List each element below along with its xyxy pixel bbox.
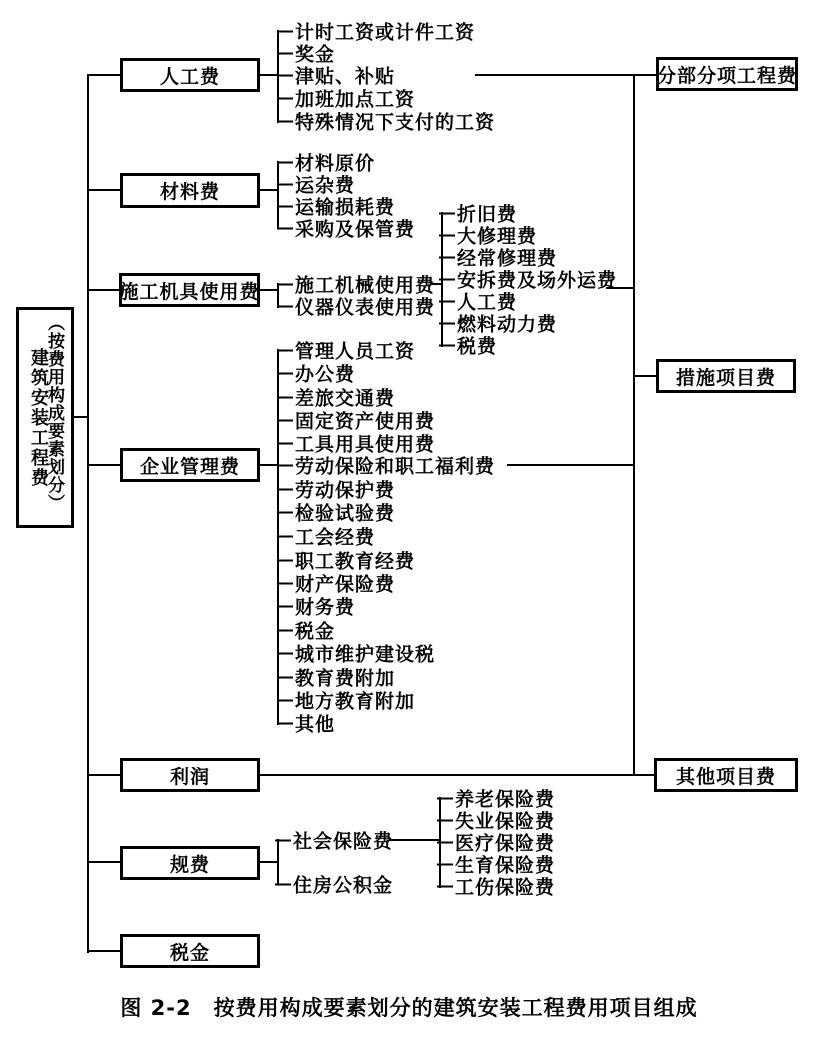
leaf-item: 税金 [295,617,335,644]
bracket-connector-line [260,289,278,291]
leaf-item: 施工机械使用费 [295,271,435,298]
right-trunk-line [633,74,635,776]
bracket-line-fees [277,839,279,885]
leaf-item: 差旅交通费 [295,384,395,411]
category-box-labor [120,58,260,92]
root-title: 建筑安装工程费 [28,347,49,488]
leaf-item: 医疗保险费 [455,829,555,856]
leaf-item: 经常修理费 [457,244,557,271]
leaf-item: 住房公积金 [293,871,393,898]
category-box-tax [120,934,260,968]
branch-line-material [87,189,120,191]
category-label: 利润 [169,765,210,788]
leaf-item: 工具用具使用费 [295,430,435,457]
leaf-item: 地方教育附加 [295,687,415,714]
leaf-item: 特殊情况下支付的工资 [295,108,495,135]
leaf-item: 教育费附加 [295,664,395,691]
category-box-machinery [119,273,260,307]
bracket-connector-line [260,861,278,863]
leaf-item: 养老保险费 [455,785,555,812]
category-box-management [120,448,260,482]
category-label: 税金 [169,941,210,964]
right-box-label: 措施项目费 [675,366,776,389]
right-box-label: 其他项目费 [675,765,776,788]
leaf-item: 城市维护建设税 [295,640,435,667]
category-label: 企业管理费 [139,455,240,478]
branch-line-management [87,464,120,466]
right-box-measures [656,359,796,393]
leaf-item: 劳动保护费 [295,476,395,503]
figure-caption: 图 2-2 按费用构成要素划分的建筑安装工程费用项目组成 [120,996,698,1020]
root-subtitle: （按费用构成要素划分） [44,314,64,512]
line-profit-to-other [260,774,654,776]
leaf-item: 财务费 [295,593,355,620]
branch-line-machinery [87,289,120,291]
leaf-item: 仪器仪表使用费 [295,293,435,320]
leaf-item: 办公费 [295,360,355,387]
leaf-item: 社会保险费 [293,827,393,854]
leaf-item: 管理人员工资 [295,337,415,364]
line-management-to-trunk [507,464,635,466]
bracket-connector-line [260,189,278,191]
leaf-item: 津贴、补贴 [295,62,395,89]
bracket-line-management [277,349,279,725]
leaf-item: 大修理费 [457,222,537,249]
bracket-connector-line [260,74,278,76]
category-box-profit [120,758,260,792]
leaf-item: 燃料动力费 [457,310,557,337]
category-label: 施工机具使用费 [119,280,260,303]
bracket-line-material [277,161,279,229]
leaf-item: 人工费 [457,288,517,315]
leaf-item: 职工教育经费 [295,547,415,574]
bracket-line-labor [277,30,279,123]
leaf-item: 检验试验费 [295,499,395,526]
right-box-label: 分部分项工程费 [657,64,798,87]
leaf-item: 运杂费 [295,171,355,198]
leaf-item: 工伤保险费 [455,873,555,900]
branch-line-profit [87,774,120,776]
category-box-material [120,173,260,208]
leaf-item: 固定资产使用费 [295,407,435,434]
branch-line-fees [87,861,120,863]
leaf-item: 财产保险费 [295,570,395,597]
leaf-item: 失业保险费 [455,807,555,834]
leaf-item: 材料原价 [295,149,375,176]
leaf-item: 折旧费 [457,200,517,227]
leaf-item: 采购及保管费 [295,215,415,242]
line-to-measures [635,375,656,377]
root-connector-line [74,416,88,418]
left-trunk-line [87,74,89,953]
leaf-item: 其他 [295,710,335,737]
right-box-subdivisional [656,57,798,91]
leaf-item: 奖金 [295,40,335,67]
leaf-item: 劳动保险和职工福利费 [295,452,495,479]
category-label: 材料费 [159,181,220,203]
bracket-connector-line [260,464,278,466]
category-label: 人工费 [159,65,220,88]
leaf-item: 工会经费 [295,523,375,550]
branch-line-labor [87,74,120,76]
leaf-item: 计时工资或计件工资 [295,18,475,45]
leaf-item: 加班加点工资 [295,85,415,112]
social-subgroup-line [390,839,441,841]
branch-line-tax [87,950,120,952]
line-to-subdivisional [475,74,656,76]
category-label: 规费 [169,853,210,876]
category-box-fees [120,846,260,880]
leaf-item: 安拆费及场外运费 [457,266,617,293]
root-box [16,307,74,528]
leaf-item: 税费 [457,332,497,359]
leaf-item: 生育保险费 [455,851,555,878]
right-box-other [654,758,798,792]
leaf-item: 运输损耗费 [295,193,395,220]
